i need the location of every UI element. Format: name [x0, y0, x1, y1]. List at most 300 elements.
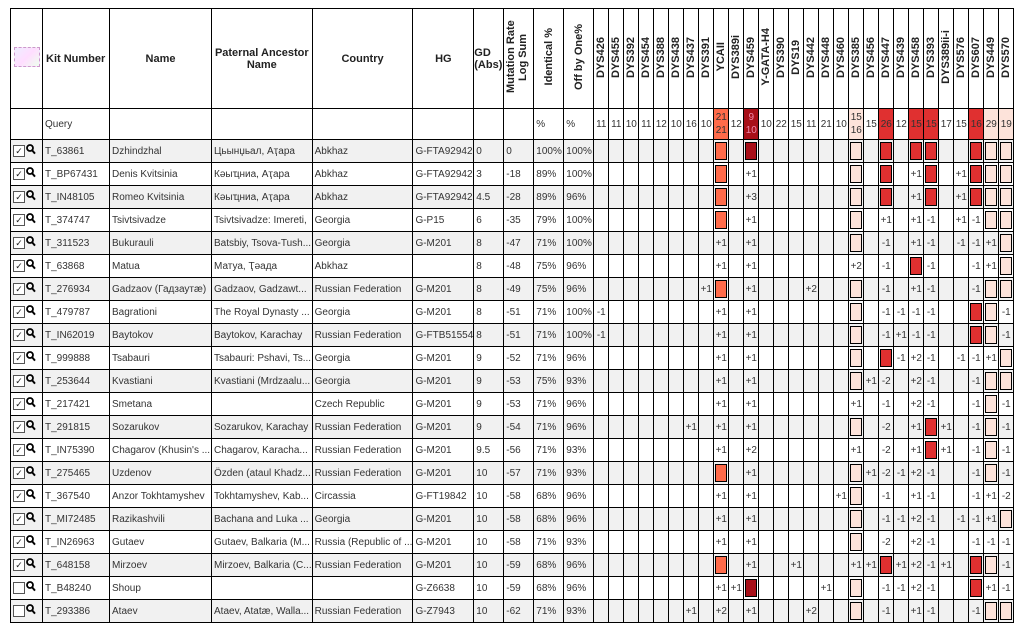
marker-label: DYS389ii-i — [940, 30, 953, 84]
kit-number-cell[interactable]: T_367540 — [43, 485, 110, 508]
marker-diff-swatch — [999, 232, 1014, 255]
checkbox-checked[interactable]: ✓ — [13, 168, 25, 180]
color-swatch — [745, 142, 757, 160]
marker-header-y-gata-h4[interactable] — [759, 9, 774, 109]
checkbox-checked[interactable]: ✓ — [13, 467, 25, 479]
marker-header-dys426[interactable] — [594, 9, 609, 109]
marker-diff-cell: -1 — [999, 324, 1014, 347]
row-select-cell — [11, 324, 43, 347]
marker-header-dys458[interactable] — [909, 9, 924, 109]
marker-header-dys460[interactable] — [834, 9, 849, 109]
marker-diff-cell — [774, 577, 789, 600]
marker-diff-cell — [864, 600, 879, 623]
magnifier-icon[interactable] — [26, 374, 36, 388]
mutation-cell: -51 — [504, 324, 534, 347]
marker-header-dys448[interactable] — [819, 9, 834, 109]
marker-diff-cell — [939, 508, 954, 531]
hg-header[interactable]: HG — [413, 9, 474, 109]
row-select-cell — [11, 554, 43, 577]
marker-diff-cell — [789, 577, 804, 600]
query-marker-text: 9 10 — [745, 112, 757, 136]
checkbox-checked[interactable]: ✓ — [13, 306, 25, 318]
checkbox-checked[interactable]: ✓ — [13, 145, 25, 157]
mutation-cell: -28 — [504, 186, 534, 209]
marker-diff-cell — [639, 485, 654, 508]
marker-diff-cell — [609, 485, 624, 508]
marker-header-dys19[interactable] — [789, 9, 804, 109]
checkbox-checked[interactable]: ✓ — [13, 444, 25, 456]
marker-diff-cell — [804, 347, 819, 370]
marker-header-dys576[interactable] — [954, 9, 969, 109]
kit-number-cell[interactable]: T_479787 — [43, 301, 110, 324]
marker-diff-cell: +1 — [744, 163, 759, 186]
mutation-rate-header[interactable] — [504, 9, 534, 109]
identical-cell: 71% — [534, 416, 564, 439]
marker-diff-cell — [819, 416, 834, 439]
country-cell: Russian Federation — [312, 416, 413, 439]
checkbox-checked[interactable]: ✓ — [13, 283, 25, 295]
marker-diff-cell: +1 — [984, 232, 999, 255]
marker-diff-cell: +1 — [909, 232, 924, 255]
marker-diff-swatch — [879, 347, 894, 370]
gd-cell: 9.5 — [474, 439, 504, 462]
mutation-cell: -53 — [504, 370, 534, 393]
kit-number-cell[interactable]: T_275465 — [43, 462, 110, 485]
marker-diff-cell — [729, 209, 744, 232]
row-select-cell — [11, 163, 43, 186]
magnifier-icon[interactable] — [26, 144, 36, 158]
marker-diff-cell: -1 — [879, 485, 894, 508]
marker-diff-swatch — [999, 255, 1014, 278]
marker-diff-cell — [684, 393, 699, 416]
marker-diff-cell: +1 — [849, 393, 864, 416]
marker-diff-cell — [789, 163, 804, 186]
magnifier-icon[interactable] — [26, 420, 36, 434]
country-cell: Georgia — [312, 232, 413, 255]
marker-diff-cell: +1 — [909, 278, 924, 301]
marker-diff-cell — [609, 577, 624, 600]
marker-header-dys438[interactable] — [669, 9, 684, 109]
marker-diff-cell: -1 — [924, 600, 939, 623]
mutation-cell: -47 — [504, 232, 534, 255]
marker-diff-cell — [639, 554, 654, 577]
identical-header[interactable] — [534, 9, 564, 109]
marker-diff-cell — [609, 163, 624, 186]
marker-diff-cell — [819, 462, 834, 485]
kit-number-cell[interactable]: T_IN75390 — [43, 439, 110, 462]
marker-diff-cell: +1 — [714, 577, 729, 600]
query-marker-text: 10 — [835, 118, 847, 130]
kit-number-cell[interactable]: T_217421 — [43, 393, 110, 416]
marker-diff-cell — [939, 370, 954, 393]
magnifier-icon[interactable] — [26, 397, 36, 411]
marker-header-dys449[interactable] — [984, 9, 999, 109]
marker-label: DYS460 — [835, 36, 848, 78]
magnifier-icon[interactable] — [26, 581, 36, 595]
marker-diff-cell — [699, 577, 714, 600]
magnifier-icon[interactable] — [26, 259, 36, 273]
marker-diff-cell: +1 — [909, 186, 924, 209]
marker-diff-cell: -1 — [894, 508, 909, 531]
color-swatch — [880, 188, 892, 206]
marker-diff-cell — [729, 347, 744, 370]
table-row — [11, 439, 1014, 462]
marker-diff-cell: +1 — [819, 577, 834, 600]
color-swatch — [850, 326, 862, 344]
marker-diff-swatch — [879, 163, 894, 186]
header-row — [11, 9, 1014, 109]
marker-diff-cell — [594, 255, 609, 278]
marker-header-dys607[interactable] — [969, 9, 984, 109]
marker-diff-cell — [819, 370, 834, 393]
mutation-cell: -18 — [504, 163, 534, 186]
kit-number-cell[interactable]: T_63861 — [43, 140, 110, 163]
marker-diff-cell: +1 — [744, 209, 759, 232]
marker-diff-cell — [699, 462, 714, 485]
marker-diff-cell — [759, 140, 774, 163]
marker-diff-cell — [774, 301, 789, 324]
magnifier-icon[interactable] — [26, 282, 36, 296]
kit-number-cell[interactable]: T_MI72485 — [43, 508, 110, 531]
marker-diff-cell — [939, 232, 954, 255]
marker-header-dys389i[interactable] — [729, 9, 744, 109]
checkbox-checked[interactable]: ✓ — [13, 375, 25, 387]
marker-diff-swatch — [924, 186, 939, 209]
hg-cell: G-M201 — [413, 232, 474, 255]
country-cell: Russian Federation — [312, 324, 413, 347]
checkbox-checked[interactable]: ✓ — [13, 352, 25, 364]
checkbox-checked[interactable]: ✓ — [13, 329, 25, 341]
kit-number-cell[interactable]: T_BP67431 — [43, 163, 110, 186]
marker-header-dys447[interactable] — [879, 9, 894, 109]
marker-diff-cell — [699, 232, 714, 255]
marker-diff-cell: +1 — [684, 416, 699, 439]
magnifier-icon[interactable] — [26, 236, 36, 250]
color-swatch — [850, 464, 862, 482]
mutation-cell: -58 — [504, 485, 534, 508]
name-cell: Romeo Kvitsinia — [110, 186, 212, 209]
gd-cell: 9 — [474, 370, 504, 393]
marker-diff-cell: -1 — [969, 232, 984, 255]
kit-number-cell[interactable]: T_374747 — [43, 209, 110, 232]
query-marker-text: 15 — [790, 118, 802, 130]
kit-number-cell[interactable]: T_253644 — [43, 370, 110, 393]
marker-diff-cell: +2 — [909, 393, 924, 416]
kit-number-cell[interactable]: T_999888 — [43, 347, 110, 370]
magnifier-icon[interactable] — [26, 328, 36, 342]
marker-diff-cell — [594, 232, 609, 255]
kit-number-cell[interactable]: T_IN62019 — [43, 324, 110, 347]
marker-diff-cell: +1 — [744, 347, 759, 370]
marker-diff-cell: +1 — [714, 485, 729, 508]
marker-diff-cell — [834, 324, 849, 347]
magnifier-icon[interactable] — [26, 604, 36, 618]
mutation-cell: -48 — [504, 255, 534, 278]
checkbox-unchecked[interactable] — [13, 605, 25, 617]
color-swatch — [1000, 349, 1012, 367]
marker-diff-cell — [954, 255, 969, 278]
query-marker-text: 15 16 — [850, 112, 862, 136]
marker-header-dys390[interactable] — [774, 9, 789, 109]
off-by-one-cell: 96% — [564, 255, 594, 278]
marker-diff-cell: -1 — [894, 462, 909, 485]
off-by-one-cell: 96% — [564, 577, 594, 600]
marker-diff-cell: +1 — [744, 485, 759, 508]
row-select-cell — [11, 439, 43, 462]
marker-diff-cell — [864, 531, 879, 554]
marker-diff-cell: +1 — [744, 393, 759, 416]
marker-label: YCAII — [715, 42, 728, 72]
marker-diff-cell: +1 — [954, 209, 969, 232]
marker-diff-swatch — [879, 186, 894, 209]
marker-header-dys439[interactable] — [894, 9, 909, 109]
marker-header-dys454[interactable] — [639, 9, 654, 109]
color-swatch — [985, 464, 997, 482]
checkbox-checked[interactable]: ✓ — [13, 237, 25, 249]
query-marker-value — [594, 109, 609, 140]
checkbox-unchecked[interactable] — [13, 582, 25, 594]
marker-diff-swatch — [849, 232, 864, 255]
marker-header-ycaii[interactable] — [714, 9, 729, 109]
marker-diff-cell — [624, 508, 639, 531]
marker-diff-cell: -1 — [924, 324, 939, 347]
marker-diff-cell — [729, 370, 744, 393]
marker-label: DYS458 — [910, 36, 923, 78]
off-by-one-cell: 96% — [564, 554, 594, 577]
country-header[interactable]: Country — [312, 9, 413, 109]
row-select-cell — [11, 485, 43, 508]
marker-diff-cell: -1 — [969, 278, 984, 301]
marker-header-dys388[interactable] — [654, 9, 669, 109]
marker-diff-cell — [759, 531, 774, 554]
color-swatch — [925, 418, 937, 436]
identical-cell: 68% — [534, 508, 564, 531]
color-swatch — [970, 579, 982, 597]
marker-diff-cell — [864, 186, 879, 209]
marker-header-dys385[interactable] — [849, 9, 864, 109]
kit-number-cell[interactable]: T_311523 — [43, 232, 110, 255]
marker-diff-cell — [729, 140, 744, 163]
marker-diff-swatch — [984, 186, 999, 209]
table-row — [11, 209, 1014, 232]
hg-cell: G-M201 — [413, 508, 474, 531]
marker-header-dys391[interactable] — [699, 9, 714, 109]
kit-number-cell[interactable]: T_293386 — [43, 600, 110, 623]
marker-diff-cell — [654, 232, 669, 255]
ancestor-cell: Gadzaov, Gadzawt... — [212, 278, 313, 301]
magnifier-icon[interactable] — [26, 512, 36, 526]
marker-header-dys393[interactable] — [924, 9, 939, 109]
kit-number-cell[interactable]: T_648158 — [43, 554, 110, 577]
checkbox-checked[interactable]: ✓ — [13, 536, 25, 548]
magnifier-icon[interactable] — [26, 213, 36, 227]
ancestor-cell: Цьынџьал, Аҭара — [212, 140, 313, 163]
marker-diff-cell — [819, 140, 834, 163]
checkbox-checked[interactable]: ✓ — [13, 191, 25, 203]
marker-diff-cell: +1 — [909, 439, 924, 462]
magnifier-icon[interactable] — [26, 351, 36, 365]
table-row — [11, 163, 1014, 186]
kit-number-cell[interactable]: T_IN26963 — [43, 531, 110, 554]
marker-diff-cell: -1 — [909, 324, 924, 347]
marker-diff-swatch — [984, 600, 999, 623]
marker-diff-cell — [789, 278, 804, 301]
kit-number-cell[interactable]: T_B48240 — [43, 577, 110, 600]
kit-number-cell[interactable]: T_IN48105 — [43, 186, 110, 209]
marker-diff-cell: +1 — [834, 485, 849, 508]
checkbox-checked[interactable]: ✓ — [13, 490, 25, 502]
identical-cell: 71% — [534, 462, 564, 485]
marker-diff-cell — [654, 163, 669, 186]
magnifier-icon[interactable] — [26, 558, 36, 572]
marker-diff-cell — [669, 140, 684, 163]
checkbox-checked[interactable]: ✓ — [13, 513, 25, 525]
checkbox-checked[interactable]: ✓ — [13, 260, 25, 272]
kit-number-header[interactable]: Kit Number — [43, 9, 110, 109]
marker-diff-cell — [939, 393, 954, 416]
magnifier-icon[interactable] — [26, 489, 36, 503]
query-marker-text: 15 — [865, 118, 877, 130]
marker-diff-cell: -1 — [879, 278, 894, 301]
marker-diff-cell — [864, 347, 879, 370]
marker-diff-cell: +1 — [909, 209, 924, 232]
marker-diff-cell — [639, 370, 654, 393]
marker-diff-swatch — [999, 163, 1014, 186]
marker-diff-cell — [654, 370, 669, 393]
off-by-one-cell: 100% — [564, 301, 594, 324]
color-swatch — [715, 165, 727, 183]
magnifier-icon[interactable] — [26, 190, 36, 204]
query-marker-value — [864, 109, 879, 140]
marker-diff-cell — [639, 393, 654, 416]
kit-number-cell[interactable]: T_276934 — [43, 278, 110, 301]
hg-cell: G-FTB51554 — [413, 324, 474, 347]
marker-header-dys442[interactable] — [804, 9, 819, 109]
marker-diff-cell — [864, 209, 879, 232]
query-marker-text: 11 — [806, 118, 817, 130]
marker-diff-swatch — [969, 163, 984, 186]
marker-diff-cell — [759, 485, 774, 508]
checkbox-checked[interactable]: ✓ — [13, 214, 25, 226]
marker-diff-cell: -2 — [879, 416, 894, 439]
off-by-one-header[interactable] — [564, 9, 594, 109]
marker-diff-swatch — [924, 163, 939, 186]
marker-diff-cell — [729, 462, 744, 485]
marker-diff-cell — [699, 485, 714, 508]
marker-diff-cell: +1 — [744, 278, 759, 301]
mutation-cell: 0 — [504, 140, 534, 163]
marker-diff-cell: -1 — [999, 531, 1014, 554]
checkbox-checked[interactable]: ✓ — [13, 398, 25, 410]
marker-diff-cell: +1 — [714, 232, 729, 255]
marker-diff-cell: +1 — [879, 209, 894, 232]
marker-diff-cell — [834, 554, 849, 577]
marker-header-dys392[interactable] — [624, 9, 639, 109]
marker-diff-cell — [804, 255, 819, 278]
checkbox-checked[interactable]: ✓ — [13, 421, 25, 433]
kit-number-cell[interactable]: T_291815 — [43, 416, 110, 439]
hg-cell: G-P15 — [413, 209, 474, 232]
marker-diff-cell — [624, 163, 639, 186]
marker-diff-cell: +1 — [909, 163, 924, 186]
marker-header-dys437[interactable] — [684, 9, 699, 109]
marker-diff-cell — [894, 485, 909, 508]
color-swatch — [850, 303, 862, 321]
marker-diff-cell — [774, 485, 789, 508]
marker-header-dys456[interactable] — [864, 9, 879, 109]
marker-diff-swatch — [999, 140, 1014, 163]
marker-diff-cell — [729, 393, 744, 416]
magnifier-icon[interactable] — [26, 466, 36, 480]
marker-diff-cell — [939, 577, 954, 600]
hg-cell — [413, 255, 474, 278]
gd-header[interactable]: GD (Abs) — [474, 9, 504, 109]
marker-label: DYS576 — [955, 36, 968, 78]
marker-diff-swatch — [849, 600, 864, 623]
marker-diff-cell: -1 — [924, 209, 939, 232]
country-cell: Russian Federation — [312, 554, 413, 577]
marker-diff-swatch — [984, 301, 999, 324]
query-marker-text: 15 — [910, 118, 922, 130]
marker-diff-cell: +1 — [909, 485, 924, 508]
marker-diff-cell — [834, 347, 849, 370]
marker-diff-cell — [624, 462, 639, 485]
kit-number-cell[interactable]: T_63868 — [43, 255, 110, 278]
color-swatch — [985, 280, 997, 298]
marker-diff-cell — [669, 462, 684, 485]
marker-diff-cell — [639, 416, 654, 439]
marker-diff-cell: -1 — [879, 600, 894, 623]
magnifier-icon[interactable] — [26, 167, 36, 181]
marker-diff-cell — [594, 416, 609, 439]
checkbox-checked[interactable]: ✓ — [13, 559, 25, 571]
marker-diff-cell — [819, 531, 834, 554]
marker-header-dys389ii-i[interactable] — [939, 9, 954, 109]
marker-diff-cell — [774, 163, 789, 186]
paternal-ancestor-header[interactable]: Paternal Ancestor Name — [212, 9, 313, 109]
marker-diff-cell: +1 — [894, 324, 909, 347]
marker-diff-cell — [789, 393, 804, 416]
marker-diff-swatch — [849, 186, 864, 209]
magnifier-icon[interactable] — [26, 535, 36, 549]
color-swatch — [970, 165, 982, 183]
marker-diff-cell — [654, 485, 669, 508]
marker-diff-cell: +1 — [744, 554, 759, 577]
query-marker-text: 10 — [760, 118, 772, 130]
table-row — [11, 140, 1014, 163]
name-header[interactable]: Name — [110, 9, 212, 109]
marker-diff-cell — [759, 554, 774, 577]
marker-diff-cell: -1 — [879, 577, 894, 600]
query-marker-text: 15 — [955, 118, 967, 130]
marker-diff-cell — [894, 531, 909, 554]
marker-diff-cell — [729, 232, 744, 255]
name-cell: Denis Kvitsinia — [110, 163, 212, 186]
table-row — [11, 301, 1014, 324]
marker-diff-cell — [699, 347, 714, 370]
magnifier-icon[interactable] — [26, 305, 36, 319]
marker-diff-cell: +1 — [684, 600, 699, 623]
marker-header-dys455[interactable] — [609, 9, 624, 109]
magnifier-icon[interactable] — [26, 443, 36, 457]
table-row — [11, 531, 1014, 554]
marker-diff-cell — [654, 278, 669, 301]
marker-header-dys570[interactable] — [999, 9, 1014, 109]
row-select-cell — [11, 301, 43, 324]
color-swatch — [715, 142, 727, 160]
marker-diff-cell: +1 — [714, 416, 729, 439]
marker-header-dys459[interactable] — [744, 9, 759, 109]
